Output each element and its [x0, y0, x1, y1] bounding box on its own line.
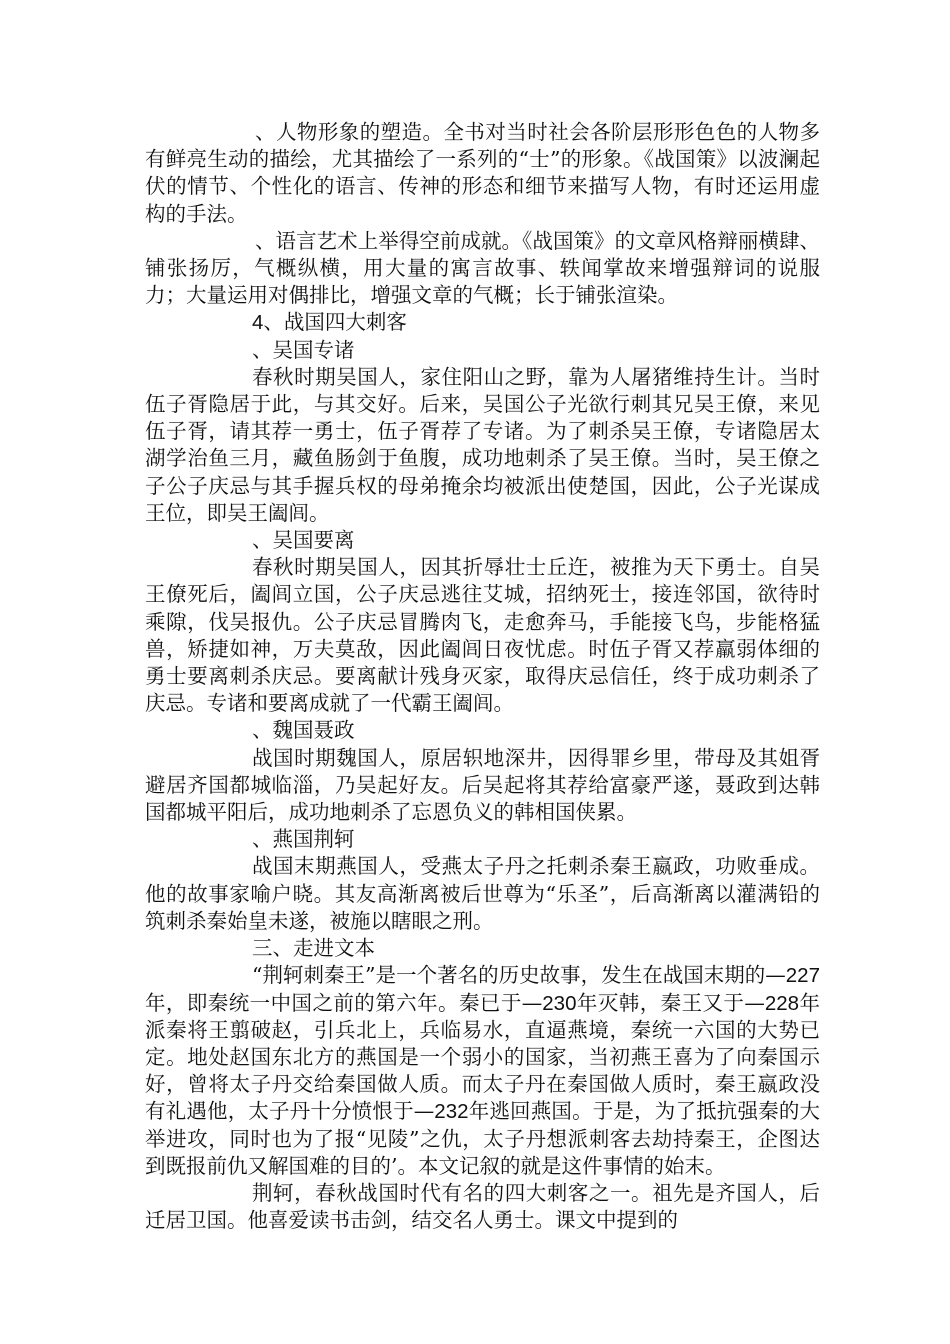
subheading-jingke: 、燕国荆轲 [252, 827, 355, 852]
paragraph-language-art: 、语言艺术上举得空前成就。《战国策》的文章风格辩丽横肆、铺张扬厉，气概纵横，用大量的寓言故事、轶闻掌故来增强辩词的说服力；大量运用对偶排比，增强文章的气概；长于铺张渲染。 [145, 228, 820, 308]
text-segment: “荆轲刺秦王”是一个著名的历史故事，发生在战国末期的— [252, 963, 786, 988]
heading-enter-text: 三、走进文本 [252, 936, 375, 961]
text-segment: 年逃回燕国。于是，为了抵抗强秦的大举进攻，同时也为了报“见陵”之仇，太子丹想派刺客去劫持秦王，企图达到既报前仇又解国难的目的’。本文记叙的就是这件事情的始末。 [145, 1099, 821, 1178]
paragraph-jingke: 战国末期燕国人，受燕太子丹之托刺杀秦王嬴政，功败垂成。他的故事家喻户晓。其友高渐离被后世尊为“乐圣”，后高渐离以灌满铅的筑刺杀秦始皇未遂，被施以瞎眼之刑。 [145, 854, 820, 933]
heading-text: 、战国四大刺客 [263, 310, 407, 335]
subheading-niezheng: 、魏国聂政 [252, 718, 355, 743]
paragraph-character-portrayal: 、人物形象的塑造。全书对当时社会各阶层形形色色的人物多有鲜亮生动的描绘，尤其描绘了一系列的“士”的形象。《战国策》以波澜起伏的情节、个性化的语言、传神的形态和细节来描写人物，有时还运用虚构的手法。 [145, 120, 820, 226]
subheading-zhuanzhu: 、吴国专诸 [252, 337, 355, 362]
paragraph-yaoli: 春秋时期吴国人，因其折辱壮士丘迕，被推为天下勇士。自吴王僚死后，阖闾立国，公子庆忌逃往艾城，招纳死士，接连邻国，欲待时乘隙，伐吴报仇。公子庆忌冒腾肉飞，走愈奔马，手能接飞鸟，步能格猛兽，矫捷如神，万夫莫敌，因此阖闾日夜忧虑。时伍子胥又荐羸弱体细的勇士要离刺杀庆忌。要离献计残身灭家，取得庆忌信任，终于成功刺杀了庆忌。专诸和要离成就了一代霸王阖闾。 [145, 555, 820, 716]
text-segment: 年派秦将王翦破赵，引兵北上，兵临易水，直逼燕境，秦统一六国的大势已定。地处赵国东北方的燕国是一个弱小的国家，当初燕王喜为了向秦国示好，曾将太子丹交给秦国做人质。而太子丹在秦国做人质时，秦王嬴政没有礼遇他，太子丹十分愤恨于— [145, 990, 821, 1124]
year-number: 227 [785, 964, 820, 988]
document-page [145, 119, 820, 1234]
year-number: 228 [764, 991, 800, 1015]
year-number: 230 [542, 991, 577, 1015]
subheading-yaoli: 、吴国要离 [252, 528, 355, 553]
paragraph-niezheng: 战国时期魏国人，原居轵地深井，因得罪乡里，带母及其姐胥避居齐国都城临淄，乃吴起好友。后吴起将其荐给富豪严遂，聂政到达韩国都城平阳后，成功地刺杀了忘恩负义的韩相国侠累。 [145, 745, 820, 825]
text-segment: 年灭韩，秦王又于— [576, 990, 765, 1015]
heading-number: 4 [252, 311, 264, 335]
paragraph-zhuanzhu: 春秋时期吴国人，家住阳山之野，靠为人屠猪维持生计。当时伍子胥隐居于此，与其交好。后来，吴国公子光欲行刺其兄吴王僚，来见伍子胥，请其荐一勇士，伍子胥荐了专诸。为了刺杀吴王僚，专诸隐居太湖学治鱼三月，藏鱼肠剑于鱼腹，成功地刺杀了吴王僚。当时，吴王僚之子公子庆忌与其手握兵权的母弟掩余均被派出使楚国，因此，公子光谋成王位，即吴王阖闾。 [145, 364, 820, 525]
text-segment: 年，即秦统一中国之前的第六年。秦已于— [145, 990, 543, 1015]
paragraph-jingke-intro: 荆轲，春秋战国时代有名的四大刺客之一。祖先是齐国人，后迁居卫国。他喜爱读书击剑，结交名人勇士。课文中提到的 [145, 1180, 820, 1233]
year-number: 232 [434, 1100, 469, 1124]
paragraph-story-background [145, 962, 820, 1180]
heading-four-assassins [145, 309, 820, 336]
